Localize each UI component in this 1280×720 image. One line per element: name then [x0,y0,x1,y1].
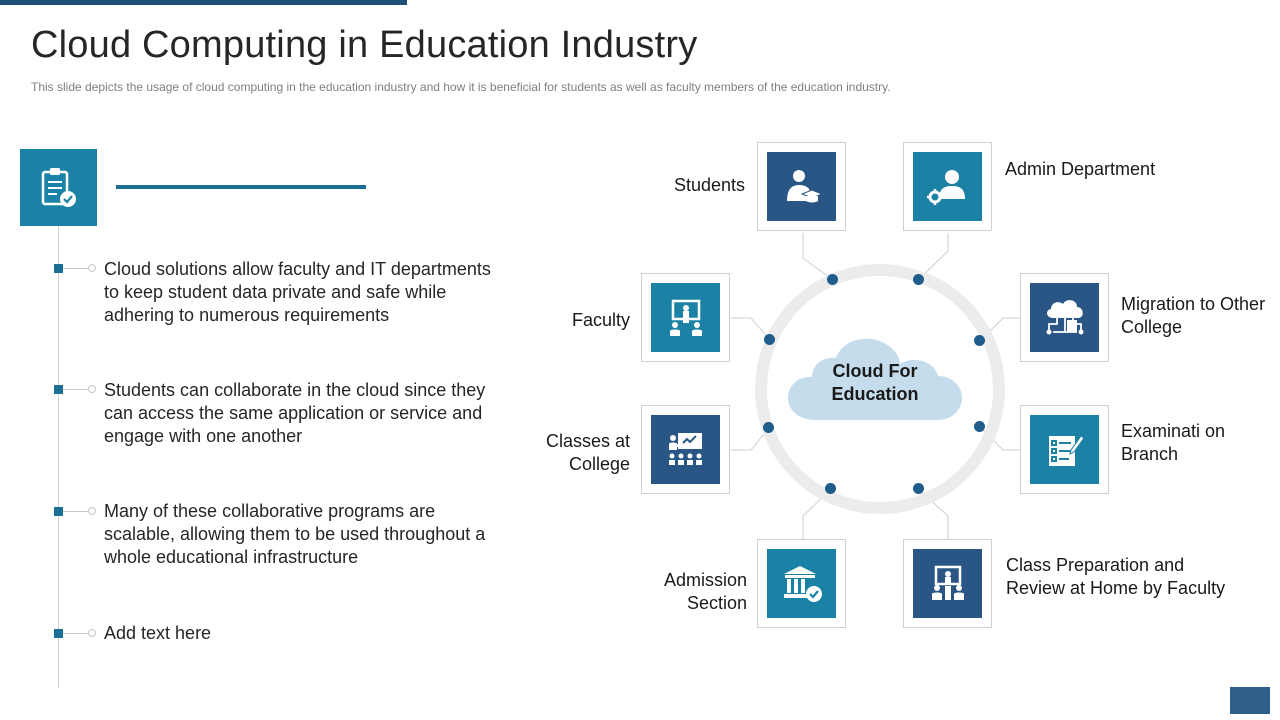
node-class-preparation [903,539,992,628]
ring-dot [827,274,838,285]
ring-dot [913,483,924,494]
label-migration: Migration to Other College [1121,294,1266,337]
slide-subtitle: This slide depicts the usage of cloud computing in the education industry and how it is beneficial for students as well as faculty members of the education industry. [31,80,891,94]
ring-dot [913,274,924,285]
label-admission: Admission Section [663,570,747,613]
ring-dot [763,422,774,433]
node-faculty [641,273,730,362]
label-class-preparation: Class Preparation and Review at Home by Faculty [1006,555,1226,598]
center-label: Cloud For Education [831,361,919,404]
label-students: Students [673,175,745,195]
node-students [757,142,846,231]
label-admin: Admin Department [1005,159,1156,179]
cloud-network-icon [1030,283,1099,352]
label-faculty: Faculty [571,310,630,330]
node-migration [1020,273,1109,362]
label-examination: Examinati on Branch [1121,421,1226,464]
point-text-3: Many of these collaborative programs are scalable, allowing them to be used throughout a whole educational infrastructure [104,501,486,567]
node-classes-at-college [641,405,730,494]
ring-dot [974,335,985,346]
corner-accent [1230,687,1270,714]
student-icon [767,152,836,221]
classroom-icon [651,415,720,484]
point-text-1: Cloud solutions allow faculty and IT departments to keep student data private and safe while adhering to numerous requirements [104,259,491,325]
institution-icon [767,549,836,618]
presentation-icon [913,549,982,618]
node-admin [903,142,992,231]
teacher-icon [651,283,720,352]
point-text-4: Add text here [104,623,212,643]
ring-dot [825,483,836,494]
label-classes-at-college: Classes at College [545,431,630,474]
checklist-icon [1030,415,1099,484]
admin-icon [913,152,982,221]
ring-dot [974,421,985,432]
node-examination [1020,405,1109,494]
point-text-2: Students can collaborate in the cloud since they can access the same application or service and engage with one another [104,380,486,446]
slide-title: Cloud Computing in Education Industry [31,24,698,66]
ring-dot [764,334,775,345]
node-admission [757,539,846,628]
